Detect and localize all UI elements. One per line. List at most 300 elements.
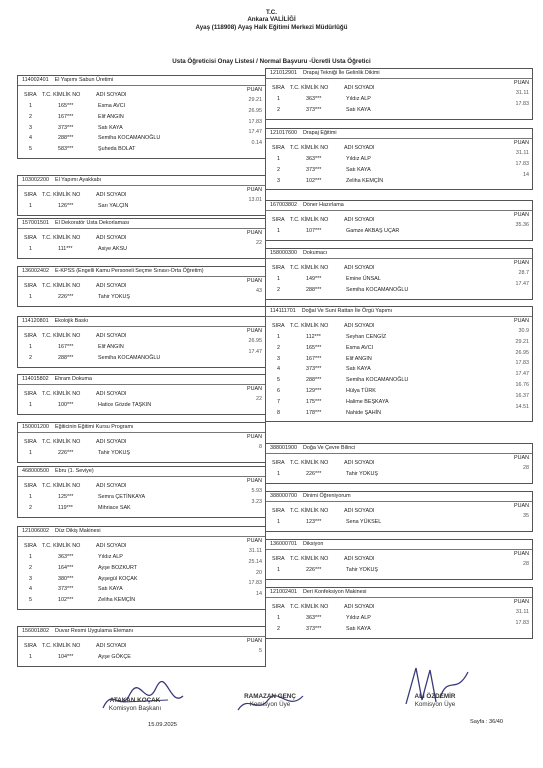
row-tc: 129*** bbox=[306, 388, 322, 394]
column-header-puan: PUAN bbox=[247, 538, 262, 544]
course-code: 121017600 bbox=[270, 130, 297, 136]
row-ad: Satı KAYA bbox=[346, 106, 371, 113]
row-puan: 35 bbox=[523, 513, 529, 519]
column-header-puan: PUAN bbox=[247, 278, 262, 284]
row-tc: 363*** bbox=[306, 96, 322, 102]
course-table bbox=[17, 75, 266, 159]
column-header-ad: ADI SOYADI bbox=[344, 265, 375, 271]
course-caption bbox=[18, 423, 265, 433]
column-header-sira: SIRA bbox=[272, 217, 285, 223]
signature-3-name: ALİ ÖZDEMİR bbox=[414, 693, 456, 700]
row-tc: 288*** bbox=[58, 354, 74, 361]
row-tc: 373*** bbox=[306, 625, 322, 632]
column-header-puan: PUAN bbox=[247, 87, 262, 93]
row-tc: 373*** bbox=[306, 366, 322, 373]
course-caption bbox=[266, 492, 532, 502]
row-puan: 17.47 bbox=[515, 280, 529, 287]
signature-1-name: ATAKAN KOÇAK bbox=[109, 697, 161, 704]
course-table bbox=[17, 626, 266, 667]
row-ad: Yıldız ALP bbox=[346, 615, 371, 621]
course-code: 136000701 bbox=[270, 541, 297, 547]
column-header-ad: ADI SOYADI bbox=[96, 483, 127, 489]
row-sira: 4 bbox=[29, 135, 32, 142]
table-row bbox=[18, 129, 265, 145]
table-row bbox=[18, 548, 265, 564]
row-puan: 14 bbox=[256, 591, 262, 598]
course-code: 121006002 bbox=[22, 528, 49, 534]
row-puan: 13.01 bbox=[248, 197, 262, 203]
course-table bbox=[265, 248, 533, 300]
row-ad: Elif ANGIN bbox=[98, 113, 124, 120]
column-header-ad: ADI SOYADI bbox=[344, 604, 375, 610]
table-row bbox=[266, 270, 532, 286]
row-sira: 1 bbox=[29, 494, 32, 500]
row-puan: 22 bbox=[256, 240, 262, 246]
column-header-sira: SIRA bbox=[272, 604, 285, 610]
row-tc: 363*** bbox=[306, 615, 322, 621]
course-table bbox=[17, 218, 266, 259]
row-sira: 3 bbox=[277, 177, 280, 184]
table-row bbox=[266, 100, 532, 117]
table-row bbox=[18, 197, 265, 213]
header-line-3: Ayaş (118908) Ayaş Halk Eğitimi Merkezi Müdürlüğü bbox=[195, 24, 348, 31]
row-puan: 17.83 bbox=[515, 619, 529, 626]
table-row bbox=[18, 396, 265, 412]
course-caption bbox=[18, 467, 265, 477]
column-header-sira: SIRA bbox=[24, 235, 37, 241]
row-ad: Halime BEŞKAYA bbox=[346, 398, 389, 405]
course-name: Doğal Ve Suni Rattan İle Örgü Yapımı bbox=[301, 308, 393, 314]
row-sira: 2 bbox=[277, 344, 280, 351]
column-header-sira: SIRA bbox=[24, 92, 37, 98]
table-row bbox=[18, 488, 265, 504]
course-name: El Yapımı Sabun Üretimi bbox=[54, 77, 114, 83]
row-tc: 373*** bbox=[306, 106, 322, 113]
column-header-ad: ADI SOYADI bbox=[96, 643, 127, 649]
table-row bbox=[18, 118, 265, 135]
row-puan: 31.11 bbox=[248, 548, 262, 554]
course-name: Ekolojik Baskı bbox=[54, 318, 89, 324]
document-date: 15.09.2025 bbox=[148, 722, 178, 728]
column-header-sira: SIRA bbox=[24, 333, 37, 339]
column-header-tc: T.C. KİMLİK NO bbox=[290, 460, 329, 466]
row-tc: 164*** bbox=[58, 564, 74, 571]
row-puan: 31.11 bbox=[515, 150, 529, 156]
row-sira: 1 bbox=[277, 567, 280, 573]
column-header-puan: PUAN bbox=[514, 599, 529, 605]
column-header-puan: PUAN bbox=[514, 455, 529, 461]
column-header-ad: ADI SOYADI bbox=[344, 145, 375, 151]
row-sira: 2 bbox=[277, 106, 280, 113]
row-sira: 1 bbox=[29, 246, 32, 252]
table-row bbox=[18, 348, 265, 365]
course-name: Ehram Dokuma bbox=[54, 376, 93, 382]
row-puan: 17.83 bbox=[515, 360, 529, 367]
row-puan: 17.47 bbox=[515, 371, 529, 378]
row-tc: 373*** bbox=[58, 124, 74, 131]
row-tc: 125*** bbox=[58, 494, 74, 500]
row-ad: Semiha KOCAMANOĞLU bbox=[98, 135, 161, 142]
course-name: Dokumacı bbox=[302, 250, 328, 256]
course-table bbox=[17, 422, 266, 463]
column-header-ad: ADI SOYADI bbox=[96, 391, 127, 397]
row-tc: 178*** bbox=[306, 409, 322, 416]
table-row bbox=[266, 465, 532, 481]
course-caption bbox=[266, 249, 532, 259]
course-code: 114015802 bbox=[22, 376, 49, 382]
row-sira: 1 bbox=[29, 554, 32, 560]
column-header-ad: ADI SOYADI bbox=[96, 283, 127, 289]
row-ad: Ayşe BOZKURT bbox=[98, 564, 138, 571]
row-sira: 2 bbox=[29, 113, 32, 120]
course-name: Diksiyon bbox=[302, 541, 324, 547]
column-header-ad: ADI SOYADI bbox=[344, 556, 375, 562]
row-sira: 3 bbox=[29, 124, 32, 131]
row-ad: Tahir YOKUŞ bbox=[98, 294, 130, 300]
course-code: 158000300 bbox=[270, 250, 297, 256]
row-puan: 17.83 bbox=[248, 118, 262, 125]
column-header-sira: SIRA bbox=[24, 283, 37, 289]
course-caption bbox=[18, 317, 265, 327]
row-tc: 119*** bbox=[58, 504, 73, 511]
row-tc: 112*** bbox=[306, 334, 321, 340]
row-ad: Zeliha KEMÇİN bbox=[346, 177, 384, 184]
row-ad: Semiha KOCAMANOĞLU bbox=[346, 286, 409, 293]
row-tc: 373*** bbox=[58, 586, 74, 593]
row-tc: 175*** bbox=[306, 398, 322, 405]
course-table bbox=[17, 316, 266, 368]
table-row bbox=[18, 591, 265, 607]
column-header-ad: ADI SOYADI bbox=[344, 85, 375, 91]
column-header-ad: ADI SOYADI bbox=[344, 323, 375, 329]
column-header-puan: PUAN bbox=[247, 328, 262, 334]
column-header-sira: SIRA bbox=[272, 556, 285, 562]
row-sira: 2 bbox=[277, 286, 280, 293]
row-sira: 3 bbox=[29, 575, 32, 582]
row-tc: 102*** bbox=[58, 597, 74, 604]
row-tc: 288*** bbox=[58, 135, 74, 142]
table-row bbox=[18, 648, 265, 664]
course-table bbox=[265, 68, 533, 120]
row-puan: 29.21 bbox=[248, 97, 262, 103]
column-header-puan: PUAN bbox=[247, 386, 262, 392]
signature-2-role: Komisyon Üye bbox=[249, 701, 291, 708]
table-row bbox=[266, 150, 532, 166]
table-row bbox=[18, 498, 265, 515]
row-ad: Yıldız ALP bbox=[98, 554, 123, 560]
course-code: 136002402 bbox=[22, 268, 49, 274]
column-header-ad: ADI SOYADI bbox=[344, 460, 375, 466]
row-puan: 3.23 bbox=[251, 498, 262, 505]
row-sira: 1 bbox=[29, 450, 32, 456]
course-code: 114002401 bbox=[22, 77, 49, 83]
row-puan: 17.83 bbox=[515, 160, 529, 167]
row-puan: 17.83 bbox=[515, 100, 529, 107]
column-header-puan: PUAN bbox=[247, 434, 262, 440]
row-ad: Ayşegül KOÇAK bbox=[98, 575, 138, 582]
column-header-sira: SIRA bbox=[24, 192, 37, 198]
column-header-puan: PUAN bbox=[247, 638, 262, 644]
row-ad: Elif ANGIN bbox=[346, 355, 372, 362]
row-puan: 8 bbox=[259, 444, 262, 450]
column-header-tc: T.C. KİMLİK NO bbox=[42, 283, 81, 289]
column-header-sira: SIRA bbox=[272, 323, 285, 329]
course-caption bbox=[266, 307, 532, 317]
row-puan: 29.21 bbox=[515, 338, 529, 345]
row-sira: 6 bbox=[277, 388, 280, 394]
row-ad: Emine ÜNSAL bbox=[346, 276, 381, 282]
column-header-puan: PUAN bbox=[514, 503, 529, 509]
row-ad: Esma AVCI bbox=[98, 103, 126, 109]
row-tc: 165*** bbox=[58, 103, 74, 109]
course-table bbox=[265, 443, 533, 484]
row-puan: 31.11 bbox=[515, 90, 529, 96]
table-row bbox=[266, 403, 532, 420]
course-caption bbox=[18, 76, 265, 86]
table-row bbox=[266, 513, 532, 529]
course-name: Ebru (1. Seviye) bbox=[54, 468, 94, 474]
row-tc: 167*** bbox=[58, 113, 74, 120]
row-puan: 26.95 bbox=[515, 349, 529, 356]
row-tc: 167*** bbox=[306, 355, 322, 362]
row-sira: 4 bbox=[277, 366, 280, 373]
column-header-sira: SIRA bbox=[24, 643, 37, 649]
course-code: 114111701 bbox=[270, 308, 296, 314]
row-puan: 35.36 bbox=[515, 222, 529, 228]
column-header-tc: T.C. KİMLİK NO bbox=[290, 323, 329, 329]
row-ad: Mihriace SAK bbox=[98, 504, 131, 511]
column-header-tc: T.C. KİMLİK NO bbox=[290, 556, 329, 562]
column-header-tc: T.C. KİMLİK NO bbox=[290, 217, 329, 223]
column-header-tc: T.C. KİMLİK NO bbox=[42, 643, 81, 649]
table-row bbox=[266, 619, 532, 636]
row-sira: 1 bbox=[29, 203, 32, 209]
row-sira: 1 bbox=[29, 402, 32, 408]
row-sira: 1 bbox=[29, 654, 32, 660]
header-line-4: Usta Öğreticisi Onay Listesi / Normal Başvuru -Ücretli Usta Öğretici bbox=[172, 58, 371, 65]
row-puan: 28.7 bbox=[518, 270, 529, 276]
row-tc: 363*** bbox=[58, 554, 74, 560]
column-header-tc: T.C. KİMLİK NO bbox=[42, 92, 81, 98]
course-code: 388001900 bbox=[270, 445, 297, 451]
column-header-tc: T.C. KİMLİK NO bbox=[42, 439, 81, 445]
table-row bbox=[18, 140, 265, 156]
row-puan: 20 bbox=[256, 569, 262, 576]
row-ad: Yıldız ALP bbox=[346, 156, 371, 162]
course-table bbox=[265, 491, 533, 532]
table-row bbox=[266, 360, 532, 376]
course-table bbox=[265, 128, 533, 190]
column-header-puan: PUAN bbox=[514, 551, 529, 557]
course-code: 167003802 bbox=[270, 202, 297, 208]
row-puan: 30.9 bbox=[518, 328, 529, 334]
row-sira: 5 bbox=[29, 597, 32, 604]
row-ad: Satı KAYA bbox=[98, 124, 123, 131]
signature-block-1 bbox=[70, 697, 200, 713]
row-puan: 17.47 bbox=[248, 129, 262, 136]
row-sira: 1 bbox=[29, 103, 32, 109]
row-tc: 226*** bbox=[306, 567, 322, 573]
column-header-puan: PUAN bbox=[514, 260, 529, 266]
column-header-tc: T.C. KİMLİK NO bbox=[42, 333, 81, 339]
column-header-tc: T.C. KİMLİK NO bbox=[290, 85, 329, 91]
course-caption bbox=[266, 201, 532, 211]
row-ad: Elif ANGIN bbox=[98, 344, 124, 350]
table-row bbox=[266, 90, 532, 106]
row-tc: 123*** bbox=[306, 519, 322, 525]
table-row bbox=[18, 558, 265, 575]
row-sira: 1 bbox=[277, 519, 280, 525]
course-name: Eğiticinin Eğitimi Kursu Programı bbox=[54, 424, 134, 430]
row-tc: 100*** bbox=[58, 402, 74, 408]
row-ad: Sarı YALÇIN bbox=[98, 203, 129, 209]
signature-1-role: Komisyon Başkanı bbox=[108, 705, 162, 712]
row-tc: 102*** bbox=[306, 177, 322, 184]
row-ad: Ayşe GÖKÇE bbox=[98, 654, 131, 660]
row-ad: Semiha KOCAMANOĞLU bbox=[346, 377, 409, 384]
course-name: El Yapımı Ayakkabı bbox=[54, 177, 102, 183]
row-sira: 2 bbox=[277, 625, 280, 632]
row-ad: Satı KAYA bbox=[346, 366, 371, 373]
table-row bbox=[18, 444, 265, 460]
row-sira: 4 bbox=[29, 586, 32, 593]
course-caption bbox=[18, 267, 265, 277]
column-header-puan: PUAN bbox=[247, 478, 262, 484]
row-puan: 5 bbox=[259, 648, 262, 654]
row-ad: Asiye AKSU bbox=[98, 246, 128, 252]
row-sira: 2 bbox=[29, 564, 32, 571]
row-ad: Gamze AKBAŞ UÇAR bbox=[346, 228, 400, 234]
course-table bbox=[265, 306, 533, 422]
table-row bbox=[18, 240, 265, 256]
table-row bbox=[266, 338, 532, 355]
course-name: Düz Dikiş Makinesi bbox=[54, 528, 101, 534]
signature-3-role: Komisyon Üye bbox=[414, 701, 456, 708]
row-tc: 583*** bbox=[58, 146, 74, 153]
table-row bbox=[18, 288, 265, 304]
table-row bbox=[266, 392, 532, 409]
column-header-tc: T.C. KİMLİK NO bbox=[290, 508, 329, 514]
row-puan: 25.14 bbox=[248, 558, 262, 565]
course-table bbox=[17, 175, 266, 216]
course-caption bbox=[266, 540, 532, 550]
column-header-ad: ADI SOYADI bbox=[344, 508, 375, 514]
course-code: 468000500 bbox=[22, 468, 49, 474]
course-code: 121012901 bbox=[270, 70, 297, 76]
column-header-ad: ADI SOYADI bbox=[96, 192, 127, 198]
row-tc: 380*** bbox=[58, 575, 74, 582]
column-header-tc: T.C. KİMLİK NO bbox=[42, 235, 81, 241]
column-header-sira: SIRA bbox=[24, 483, 37, 489]
row-sira: 1 bbox=[277, 276, 280, 282]
column-header-puan: PUAN bbox=[247, 230, 262, 236]
column-header-ad: ADI SOYADI bbox=[344, 217, 375, 223]
row-puan: 14 bbox=[523, 171, 529, 178]
course-code: 121002401 bbox=[270, 589, 297, 595]
row-tc: 226*** bbox=[58, 450, 74, 456]
course-name: Deri Konfeksiyon Makinesi bbox=[302, 589, 367, 595]
column-header-ad: ADI SOYADI bbox=[96, 543, 127, 549]
course-name: Dinimi Öğreniyorum bbox=[302, 493, 351, 499]
row-ad: Yıldız ALP bbox=[346, 96, 371, 102]
row-tc: 288*** bbox=[306, 286, 322, 293]
row-sira: 1 bbox=[29, 294, 32, 300]
row-ad: Satı KAYA bbox=[98, 586, 123, 593]
row-ad: Satı KAYA bbox=[346, 166, 371, 173]
table-row bbox=[266, 561, 532, 577]
row-tc: 107*** bbox=[306, 228, 322, 234]
course-name: El Dekoratör Usta Dekorlaması bbox=[54, 220, 130, 226]
course-table bbox=[265, 539, 533, 580]
table-row bbox=[266, 280, 532, 297]
row-puan: 16.37 bbox=[515, 392, 529, 399]
course-code: 103002200 bbox=[22, 177, 49, 183]
row-ad: Sena YÜKSEL bbox=[346, 519, 382, 525]
course-name: Drapaj Tekniği İle Gelinlik Dikimi bbox=[302, 70, 380, 76]
column-header-tc: T.C. KİMLİK NO bbox=[290, 265, 329, 271]
course-code: 388000700 bbox=[270, 493, 297, 499]
column-header-sira: SIRA bbox=[272, 460, 285, 466]
row-puan: 28 bbox=[523, 561, 529, 567]
table-row bbox=[18, 338, 265, 354]
column-header-sira: SIRA bbox=[272, 265, 285, 271]
row-ad: Tahir YOKUŞ bbox=[98, 450, 130, 456]
signature-2-name: RAMAZAN GENÇ bbox=[244, 693, 296, 700]
row-ad: Seyhan CENGİZ bbox=[346, 334, 387, 340]
row-puan: 14.51 bbox=[515, 403, 529, 410]
row-puan: 0.14 bbox=[251, 140, 262, 147]
row-puan: 26.95 bbox=[248, 107, 262, 114]
row-tc: 288*** bbox=[306, 377, 322, 384]
row-tc: 363*** bbox=[306, 156, 322, 162]
column-header-puan: PUAN bbox=[514, 80, 529, 86]
row-ad: Esma AVCI bbox=[346, 344, 374, 351]
column-header-puan: PUAN bbox=[247, 187, 262, 193]
header-line-1: T.C. bbox=[266, 9, 277, 16]
row-ad: Satı KAYA bbox=[346, 625, 371, 632]
column-header-ad: ADI SOYADI bbox=[96, 235, 127, 241]
course-caption bbox=[18, 627, 265, 637]
row-puan: 28 bbox=[523, 465, 529, 471]
table-row bbox=[266, 609, 532, 625]
row-sira: 1 bbox=[277, 615, 280, 621]
course-caption bbox=[266, 129, 532, 139]
row-tc: 226*** bbox=[306, 471, 322, 477]
row-sira: 2 bbox=[277, 166, 280, 173]
table-row bbox=[266, 160, 532, 177]
table-row bbox=[18, 569, 265, 586]
table-row bbox=[266, 382, 532, 398]
row-sira: 1 bbox=[277, 228, 280, 234]
row-tc: 149*** bbox=[306, 276, 322, 282]
column-header-puan: PUAN bbox=[514, 140, 529, 146]
table-row bbox=[266, 222, 532, 238]
course-table bbox=[17, 266, 266, 307]
course-table bbox=[17, 466, 266, 518]
course-code: 114120801 bbox=[22, 318, 49, 324]
row-puan: 17.47 bbox=[248, 348, 262, 355]
row-ad: Semra ÇETİNKAYA bbox=[98, 494, 146, 500]
row-puan: 22 bbox=[256, 396, 262, 402]
course-table bbox=[265, 200, 533, 241]
course-caption bbox=[18, 527, 265, 537]
row-sira: 7 bbox=[277, 398, 280, 405]
column-header-sira: SIRA bbox=[24, 543, 37, 549]
row-tc: 226*** bbox=[58, 294, 74, 300]
row-ad: Hülya TÜRK bbox=[346, 388, 376, 394]
column-header-tc: T.C. KİMLİK NO bbox=[42, 192, 81, 198]
column-header-sira: SIRA bbox=[24, 439, 37, 445]
